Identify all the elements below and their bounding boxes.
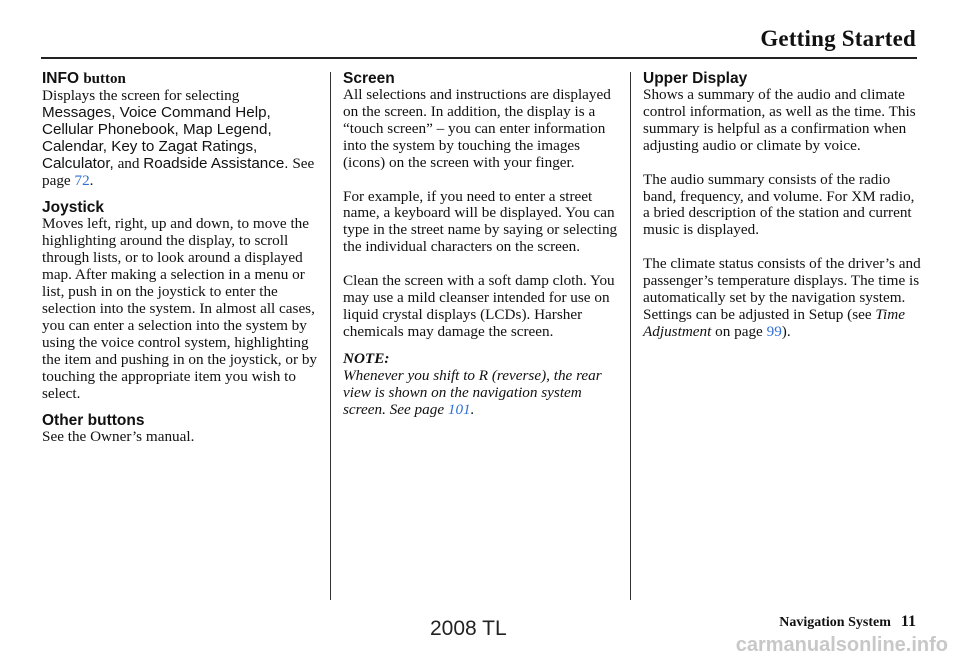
upper-display-paragraph-3 <box>643 256 921 341</box>
info-and: and <box>113 154 144 172</box>
footer-section-label: Navigation System <box>779 615 891 630</box>
page-number: 11 <box>900 613 916 630</box>
info-heading-label: INFO <box>42 70 80 87</box>
page-title: Getting Started <box>760 26 916 51</box>
column-divider-left <box>330 72 331 600</box>
column-divider-right <box>630 72 631 600</box>
watermark: carmanualsonline.info <box>735 634 948 656</box>
header-divider <box>41 57 917 59</box>
info-last-item: Roadside Assistance. <box>143 154 289 172</box>
upper-display-paragraph-1: Shows a summary of the audio and climate control information, as well as the time. This summary is helpful as a confirmation when adjusting audio or climate by voice. <box>643 86 916 154</box>
upper-display-heading: Upper Display <box>643 70 748 87</box>
climate-on-page: on page <box>711 322 767 340</box>
other-buttons-heading: Other buttons <box>42 412 145 430</box>
joystick-heading: Joystick <box>42 199 105 217</box>
note-label: NOTE: <box>343 349 390 367</box>
column-left <box>42 70 320 446</box>
screen-paragraph-3: Clean the screen with a soft damp cloth. You may use a mild cleanser intended for use on liquid crystal displays (LCDs). Harsher chemicals may damage the screen. <box>343 272 615 340</box>
joystick-text: Moves left, right, up and down, to move the highlighting around the display, to scroll through lists, or to look around a displayed map. After making a selection in a menu or list, push in on the joystick to enter the selection into the system. In almost all cases, you can enter a selection into the system by using the voice control system, highlighting the item and pushing in on the joystick, or by touching the appropriate item you wish to select. <box>42 215 318 402</box>
time-adjustment-ref: Time Adjustment <box>643 305 905 340</box>
note-end: . <box>470 400 475 418</box>
info-items: Messages, Voice Command Help, Cellular Phonebook, Map Legend, Calendar, Key to Zagat Ratings, Calculator, <box>42 103 272 172</box>
note-page-link[interactable]: 101 <box>447 400 471 418</box>
time-adjustment-page-link[interactable]: 99 <box>766 322 782 340</box>
note-text <box>343 368 621 419</box>
column-middle <box>343 70 621 418</box>
info-intro: Displays the screen for selecting <box>42 87 240 104</box>
climate-end: ). <box>781 322 791 340</box>
climate-text: The climate status consists of the driver’s and passenger’s temperature displays. The time is automatically set by the navigation system. Settings can be adjusted in Setup (see <box>643 255 921 323</box>
screen-paragraph-2: For example, if you need to enter a street name, a keyboard will be displayed. You can type in the street name by saying or selecting the individual characters on the screen. <box>343 187 618 256</box>
upper-display-paragraph-2: The audio summary consists of the radio band, frequency, and volume. For XM radio, a bried description of the station and current music is displayed. <box>643 170 915 239</box>
screen-paragraph-1: All selections and instructions are displayed on the screen. In addition, the display is a “touch screen” – you can enter information into the system by touching the images (icons) on the screen with your finger. <box>343 86 611 171</box>
info-end: . <box>89 171 94 189</box>
info-heading-suffix: button <box>83 71 126 87</box>
other-buttons-text: See the Owner’s manual. <box>42 428 195 446</box>
model-label: 2008 TL <box>430 617 507 640</box>
info-page-link[interactable]: 72 <box>74 171 90 189</box>
info-heading <box>42 70 320 88</box>
footer-section <box>779 613 916 631</box>
column-right <box>643 70 921 341</box>
note-body: Whenever you shift to R (reverse), the rear view is shown on the navigation system screen. See page <box>343 366 602 418</box>
info-see-page: See page <box>42 154 315 189</box>
info-text <box>42 88 320 189</box>
screen-heading: Screen <box>343 70 395 87</box>
